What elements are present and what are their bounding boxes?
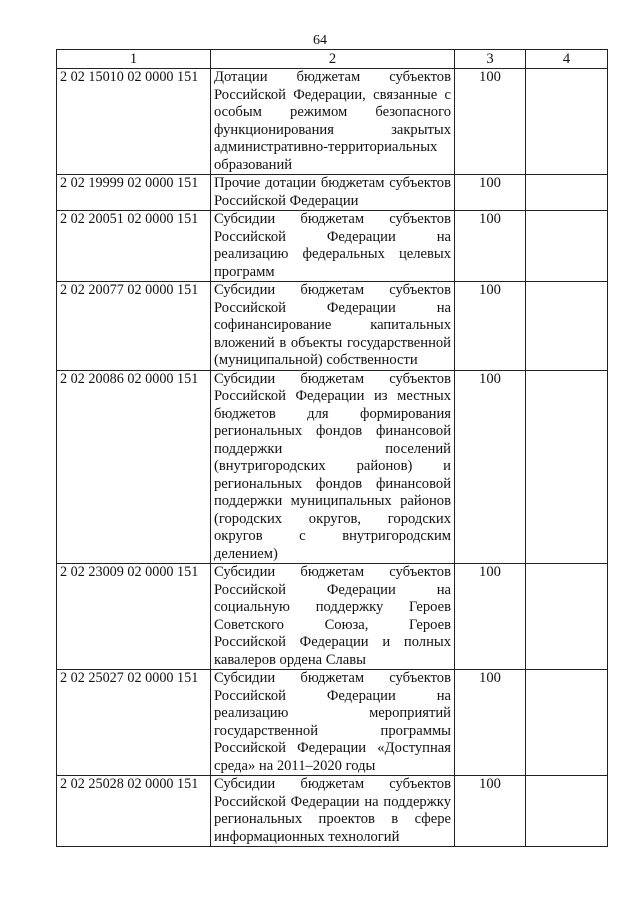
- row-code: 2 02 25027 02 0000 151: [57, 670, 211, 776]
- page-number: 64: [313, 33, 327, 48]
- row-value: 100: [455, 564, 526, 670]
- row-extra: [526, 175, 608, 211]
- row-value: 100: [455, 776, 526, 847]
- row-value: 100: [455, 670, 526, 776]
- table-row: [57, 370, 608, 564]
- table-row: [57, 175, 608, 211]
- row-description: Дотации бюджетам субъектов Российской Федерации, связанные с особым режимом безопасного функционирования закрытых административно-территориальных образований: [211, 69, 455, 175]
- row-description: Прочие дотации бюджетам субъектов Российской Федерации: [211, 175, 455, 211]
- column-header-description: 2: [211, 50, 455, 69]
- row-code: 2 02 19999 02 0000 151: [57, 175, 211, 211]
- table-row: [57, 776, 608, 847]
- column-header-value: 3: [455, 50, 526, 69]
- row-value: 100: [455, 175, 526, 211]
- row-description: Субсидии бюджетам субъектов Российской Федерации на социальную поддержку Героев Советского Союза, Героев Российской Федерации и полных кавалеров ордена Славы: [211, 564, 455, 670]
- row-value: 100: [455, 69, 526, 175]
- row-code: 2 02 25028 02 0000 151: [57, 776, 211, 847]
- row-extra: [526, 776, 608, 847]
- table-row: [57, 670, 608, 776]
- table-row: [57, 564, 608, 670]
- row-code: 2 02 20051 02 0000 151: [57, 211, 211, 282]
- row-description: Субсидии бюджетам субъектов Российской Федерации на реализацию мероприятий государственной программы Российской Федерации «Доступная среда» на 2011–2020 годы: [211, 670, 455, 776]
- table-row: [57, 282, 608, 371]
- budget-classification-table: [56, 49, 608, 847]
- row-extra: [526, 564, 608, 670]
- row-extra: [526, 670, 608, 776]
- row-extra: [526, 370, 608, 564]
- row-description: Субсидии бюджетам субъектов Российской Федерации из местных бюджетов для формирования региональных фондов финансовой поддержки поселений (внутригородских районов) и региональных фондов финансовой поддержки муниципальных районов (городских округов, городских округов с внутригородским делением): [211, 370, 455, 564]
- row-description: Субсидии бюджетам субъектов Российской Федерации на реализацию федеральных целевых программ: [211, 211, 455, 282]
- row-description: Субсидии бюджетам субъектов Российской Федерации на поддержку региональных проектов в сфере информационных технологий: [211, 776, 455, 847]
- row-code: 2 02 20086 02 0000 151: [57, 370, 211, 564]
- row-code: 2 02 20077 02 0000 151: [57, 282, 211, 371]
- row-description: Субсидии бюджетам субъектов Российской Федерации на софинансирование капитальных вложений в объекты государственной (муниципальной) собственности: [211, 282, 455, 371]
- table-row: [57, 211, 608, 282]
- row-value: 100: [455, 211, 526, 282]
- table-row: [57, 69, 608, 175]
- row-value: 100: [455, 282, 526, 371]
- row-code: 2 02 23009 02 0000 151: [57, 564, 211, 670]
- row-code: 2 02 15010 02 0000 151: [57, 69, 211, 175]
- row-extra: [526, 69, 608, 175]
- row-value: 100: [455, 370, 526, 564]
- row-extra: [526, 211, 608, 282]
- column-header-extra: 4: [526, 50, 608, 69]
- row-extra: [526, 282, 608, 371]
- column-header-code: 1: [57, 50, 211, 69]
- table-header-row: [57, 50, 608, 69]
